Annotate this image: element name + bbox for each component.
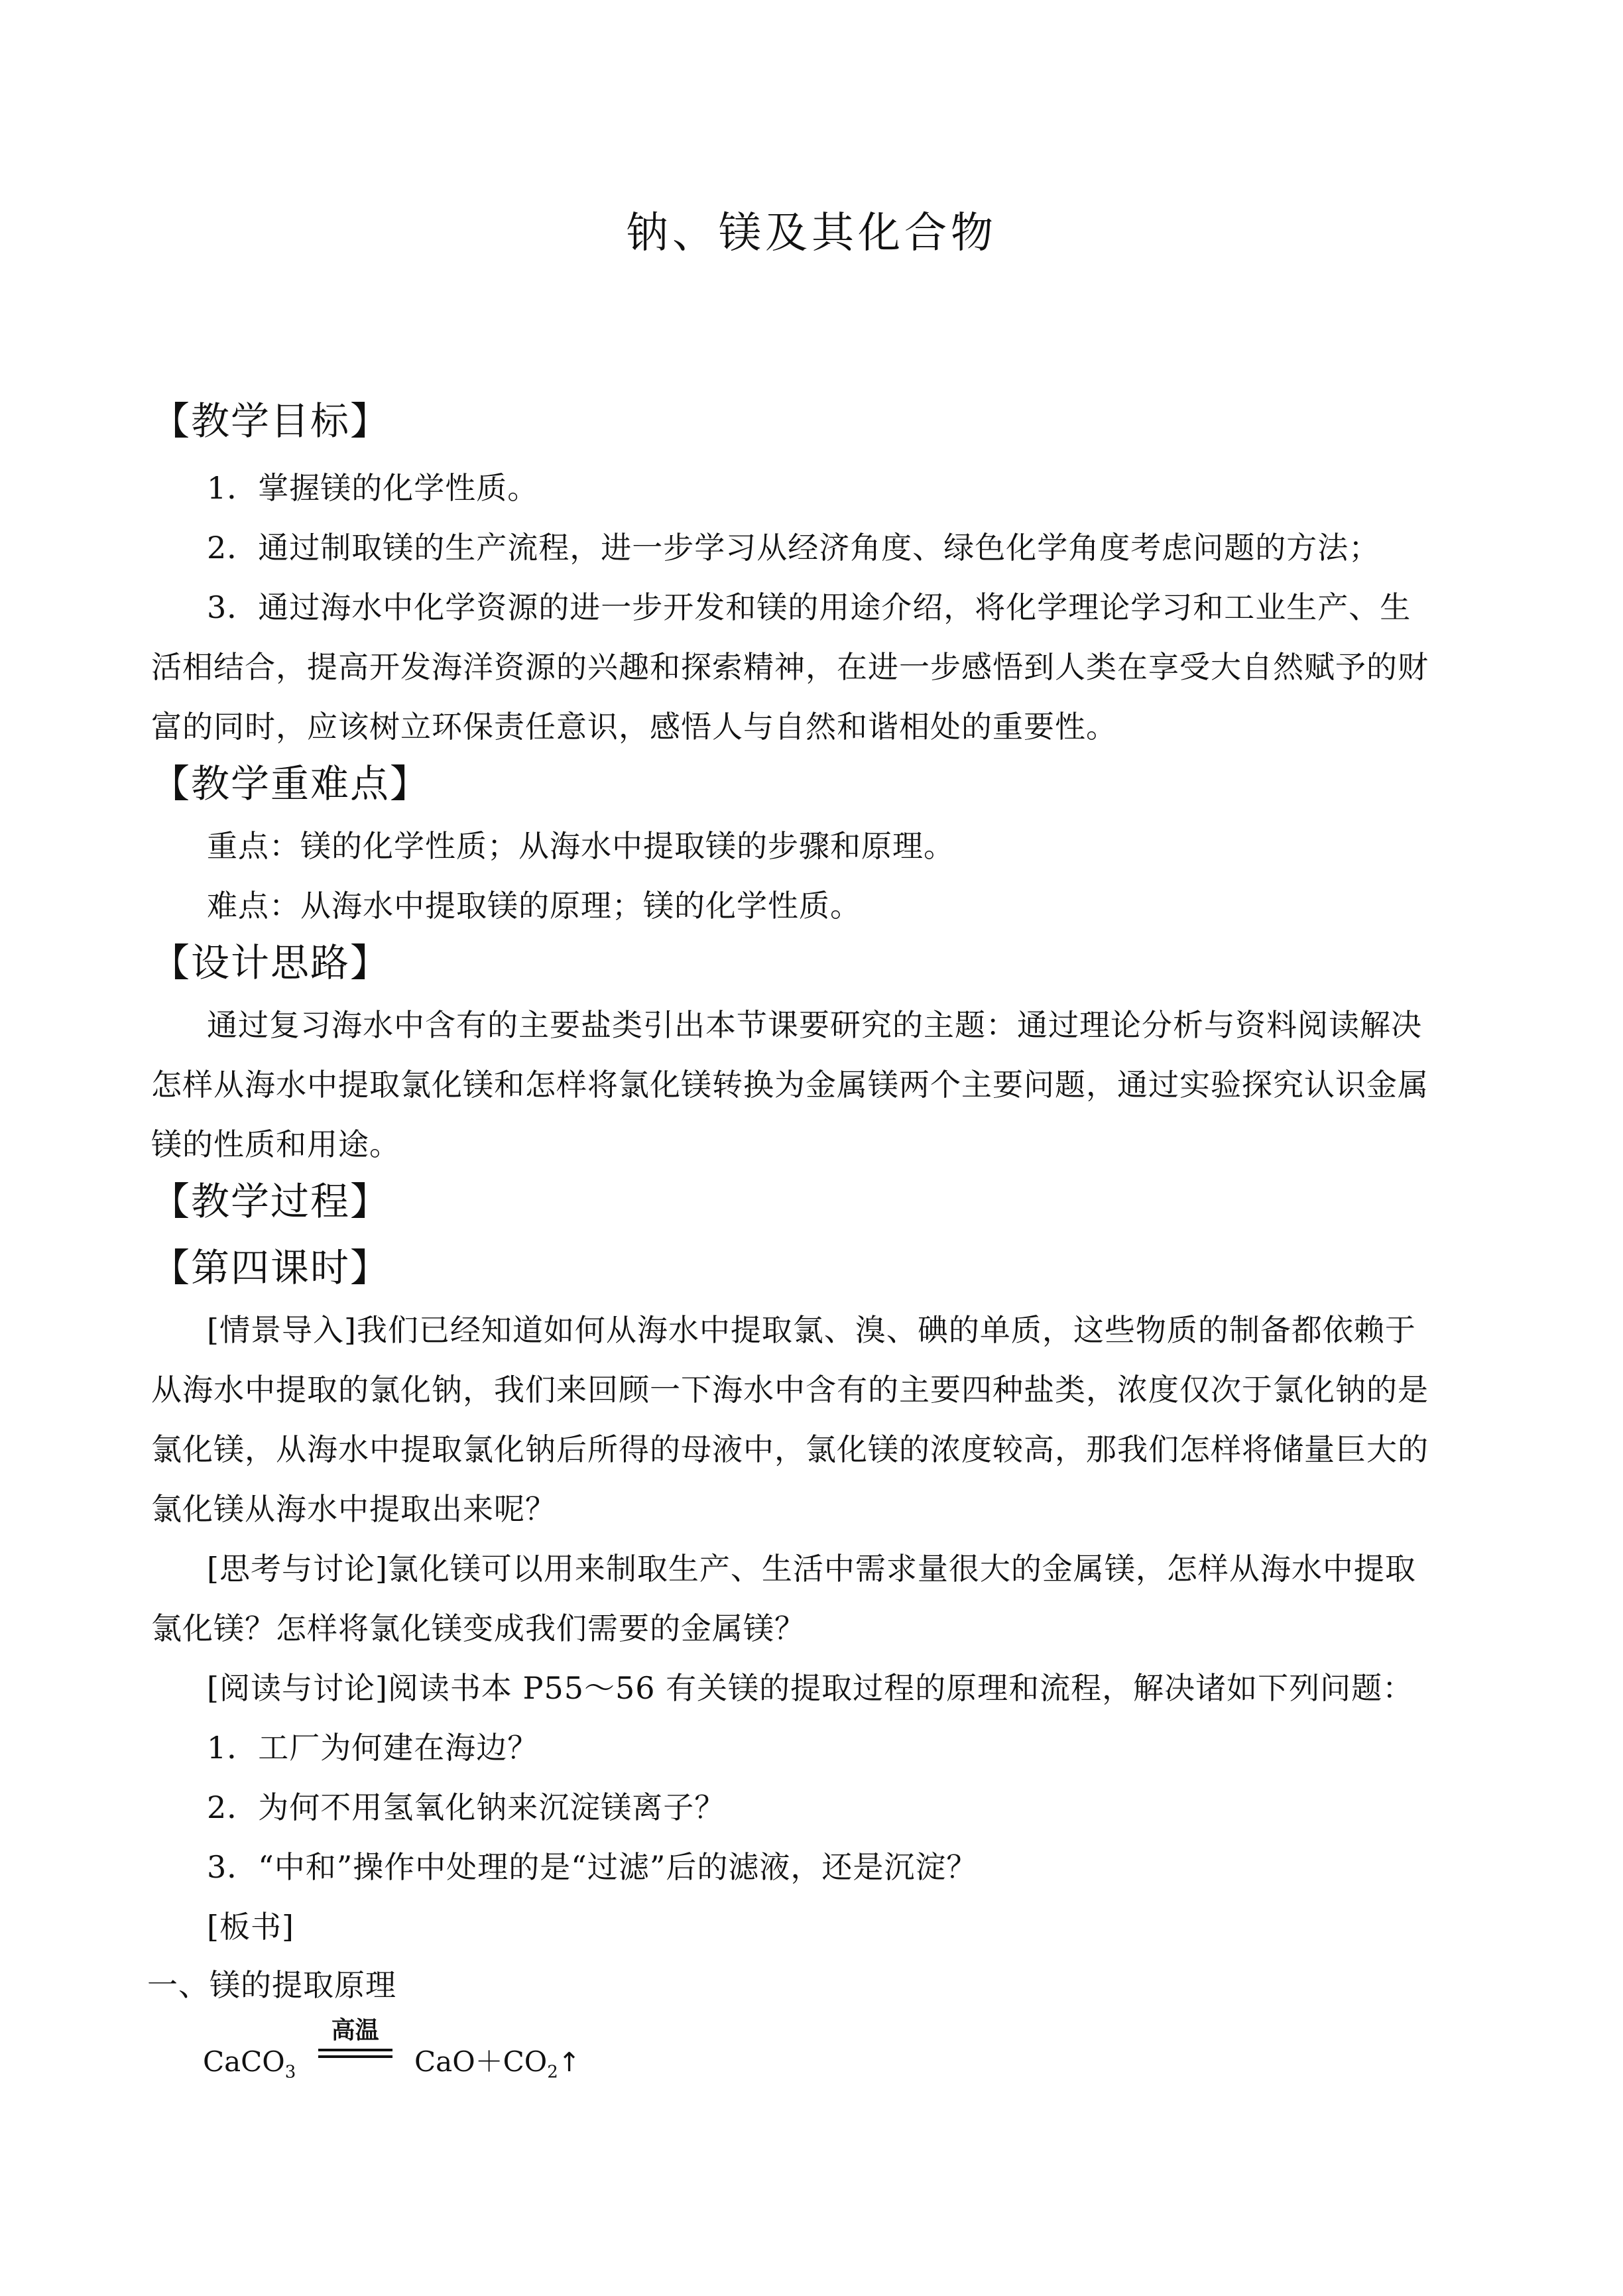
intro-line-1: [情景导入]我们已经知道如何从海水中提取氯、溴、碘的单质，这些物质的制备都依赖于 — [207, 1312, 1416, 1348]
condition-text: 高温 — [331, 2017, 379, 2044]
intro-line-4: 氯化镁从海水中提取出来呢？ — [151, 1491, 556, 1527]
product-subscript: 2 — [547, 2062, 558, 2083]
key-point-line: 重点：镁的化学性质；从海水中提取镁的步骤和原理。 — [207, 828, 955, 864]
heading-key-points: 【教学重难点】 — [151, 761, 430, 806]
page-title: 钠、镁及其化合物 — [626, 209, 997, 258]
gas-arrow-icon: ↑ — [558, 2047, 581, 2078]
difficulty-line: 难点：从海水中提取镁的原理；镁的化学性质。 — [207, 888, 861, 924]
heading-lesson: 【第四课时】 — [151, 1245, 391, 1290]
design-line-1: 通过复习海水中含有的主要盐类引出本节课要研究的主题：通过理论分析与资料阅读解决 — [207, 1007, 1422, 1043]
objective-line-5: 富的同时，应该树立环保责任意识，感悟人与自然和谐相处的重要性。 — [151, 709, 1117, 745]
question-2: 2．为何不用氢氧化钠来沉淀镁离子？ — [207, 1789, 726, 1825]
part-one-heading: 一、镁的提取原理 — [147, 1967, 396, 2003]
discussion-line-1: [思考与讨论]氯化镁可以用来制取生产、生活中需求量很大的金属镁，怎样从海水中提取 — [207, 1551, 1416, 1587]
board-label: [板书] — [207, 1909, 294, 1945]
question-3: 3．“中和”操作中处理的是“过滤”后的滤液，还是沉淀？ — [207, 1849, 978, 1885]
design-line-2: 怎样从海水中提取氯化镁和怎样将氯化镁转换为金属镁两个主要问题，通过实验探究认识金属 — [151, 1067, 1429, 1103]
chemical-equation — [203, 2017, 581, 2083]
reaction-condition — [318, 2017, 392, 2075]
reactant-subscript: 3 — [284, 2062, 296, 2083]
reading-line: [阅读与讨论]阅读书本 P55～56 有关镁的提取过程的原理和流程，解决诸如下列问题： — [207, 1670, 1414, 1706]
heading-design: 【设计思路】 — [151, 940, 391, 985]
objective-line-4: 活相结合，提高开发海洋资源的兴趣和探索精神，在进一步感悟到人类在享受大自然赋予的财 — [151, 649, 1429, 685]
objective-line-1: 1．掌握镁的化学性质。 — [207, 470, 539, 506]
equals-bar-bottom — [318, 2055, 392, 2058]
objective-line-3: 3．通过海水中化学资源的进一步开发和镁的用途介绍，将化学理论学习和工业生产、生 — [207, 589, 1412, 625]
heading-process: 【教学过程】 — [151, 1179, 391, 1224]
intro-line-2: 从海水中提取的氯化钠，我们来回顾一下海水中含有的主要四种盐类，浓度仅次于氯化钠的是 — [151, 1372, 1429, 1408]
products: CaO＋CO — [414, 2045, 548, 2078]
question-1: 1．工厂为何建在海边？ — [207, 1730, 539, 1766]
design-line-3: 镁的性质和用途。 — [151, 1126, 400, 1162]
equals-bar-top — [318, 2049, 392, 2051]
discussion-line-2: 氯化镁？怎样将氯化镁变成我们需要的金属镁？ — [151, 1610, 806, 1646]
reactant: CaCO — [203, 2045, 285, 2078]
heading-objectives: 【教学目标】 — [151, 398, 391, 444]
objective-line-2: 2．通过制取镁的生产流程，进一步学习从经济角度、绿色化学角度考虑问题的方法； — [207, 530, 1380, 566]
intro-line-3: 氯化镁，从海水中提取氯化钠后所得的母液中，氯化镁的浓度较高，那我们怎样将储量巨大的 — [151, 1431, 1429, 1467]
